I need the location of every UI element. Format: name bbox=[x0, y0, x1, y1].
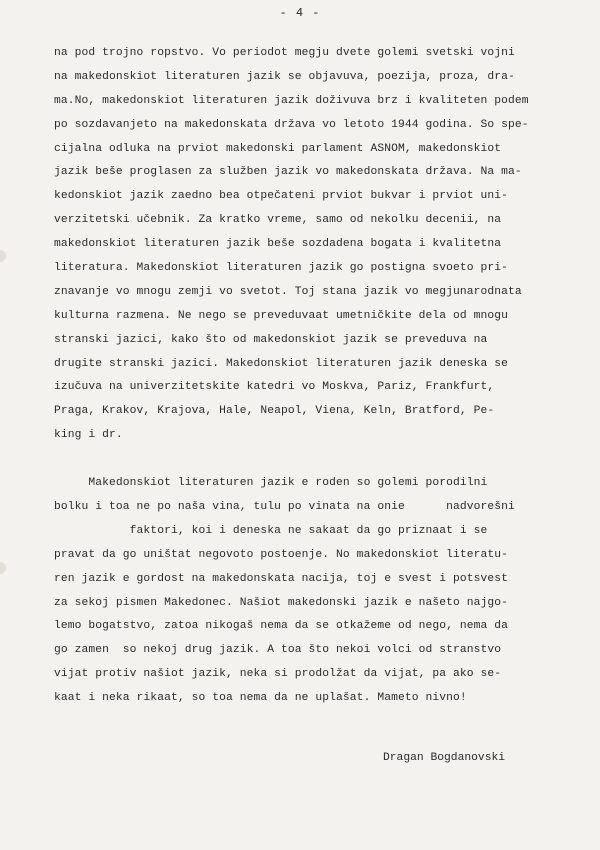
punch-hole bbox=[0, 562, 6, 574]
punch-hole bbox=[0, 250, 6, 262]
text-line: drugite stranski jazici. Makedonskiot literaturen jazik deneska se bbox=[54, 357, 509, 370]
text-line: literatura. Makedonskiot literaturen jazik go postigna svoeto pri- bbox=[54, 262, 509, 275]
text-line: kaat i neka rikaat, so toa nema da ne uplašat. Mameto nivno! bbox=[54, 692, 467, 705]
text-line: king i dr. bbox=[54, 429, 123, 442]
text-line: za sekoj pismen Makedonec. Našiot makedonski jazik e našeto najgo- bbox=[54, 596, 509, 609]
text-line: verzitetski učebnik. Za kratko vreme, samo od nekolku decenii, na bbox=[54, 214, 502, 227]
text-line: bolku i toa ne po naša vina, tulu po vinata na onie nadvorešni bbox=[54, 501, 515, 514]
text-line: kedonskiot jazik zaedno bea otpečateni prviot bukvar i prviot uni- bbox=[54, 190, 509, 203]
text-line: Praga, Krakov, Krajova, Hale, Neapol, Viena, Keln, Bratford, Pe- bbox=[54, 405, 495, 418]
text-line: cijalna odluka na prviot makedonski parlament ASNOM, makedonskiot bbox=[54, 142, 502, 155]
text-line: Makedonskiot literaturen jazik e roden so golemi porodilni bbox=[54, 477, 488, 490]
page-number: - 4 - bbox=[279, 6, 321, 20]
signature: Dragan Bogdanovski bbox=[383, 752, 506, 764]
text-line: ma.No, makedonskiot literaturen jazik doživuva brz i kvaliteten podem bbox=[54, 94, 529, 107]
text-line: na makedonskiot literaturen jazik se objavuva, poezija, proza, dra- bbox=[54, 70, 515, 83]
text-line: faktori, koi i deneska ne sakaat da go priznaat i se bbox=[54, 524, 488, 537]
paragraph bbox=[54, 42, 554, 448]
text-line: stranski jazici, kako što od makedonskiot jazik se preveduva na bbox=[54, 333, 488, 346]
text-line: na pod trojno ropstvo. Vo periodot megju dvete golemi svetski vojni bbox=[54, 47, 515, 59]
text-line: kulturna razmena. Ne nego se preveduvaat umetničkite dela od mnogu bbox=[54, 309, 509, 322]
text-line: pravat da go uništat negovoto postoenje. No makedonskiot literatu- bbox=[54, 548, 509, 561]
paragraph bbox=[54, 472, 554, 711]
body-text bbox=[54, 42, 554, 711]
text-line: jazik beše proglasen za služben jazik vo makedonskata država. Na ma- bbox=[54, 166, 522, 179]
text-line: makedonskiot literaturen jazik beše sozdadena bogata i kvalitetna bbox=[54, 238, 502, 251]
text-line: znavanje vo mnogu zemji vo svetot. Toj stana jazik vo megjunarodnata bbox=[54, 285, 522, 298]
text-line: ren jazik e gordost na makedonskata nacija, toj e svest i potsvest bbox=[54, 572, 509, 585]
text-line: go zamen so nekoj drug jazik. A toa što nekoi volci od stranstvo bbox=[54, 644, 502, 657]
text-line: lemo bogatstvo, zatoa nikogaš nema da se otkažeme od nego, nema da bbox=[54, 620, 509, 633]
text-line: po sozdavanjeto na makedonskata država vo letoto 1944 godina. So spe- bbox=[54, 118, 529, 131]
text-line: izučuva na univerzitetskite katedri vo Moskva, Pariz, Frankfurt, bbox=[54, 381, 495, 394]
text-line: vijat protiv našiot jazik, neka si prodolžat da vijat, pa ako se- bbox=[54, 668, 502, 681]
